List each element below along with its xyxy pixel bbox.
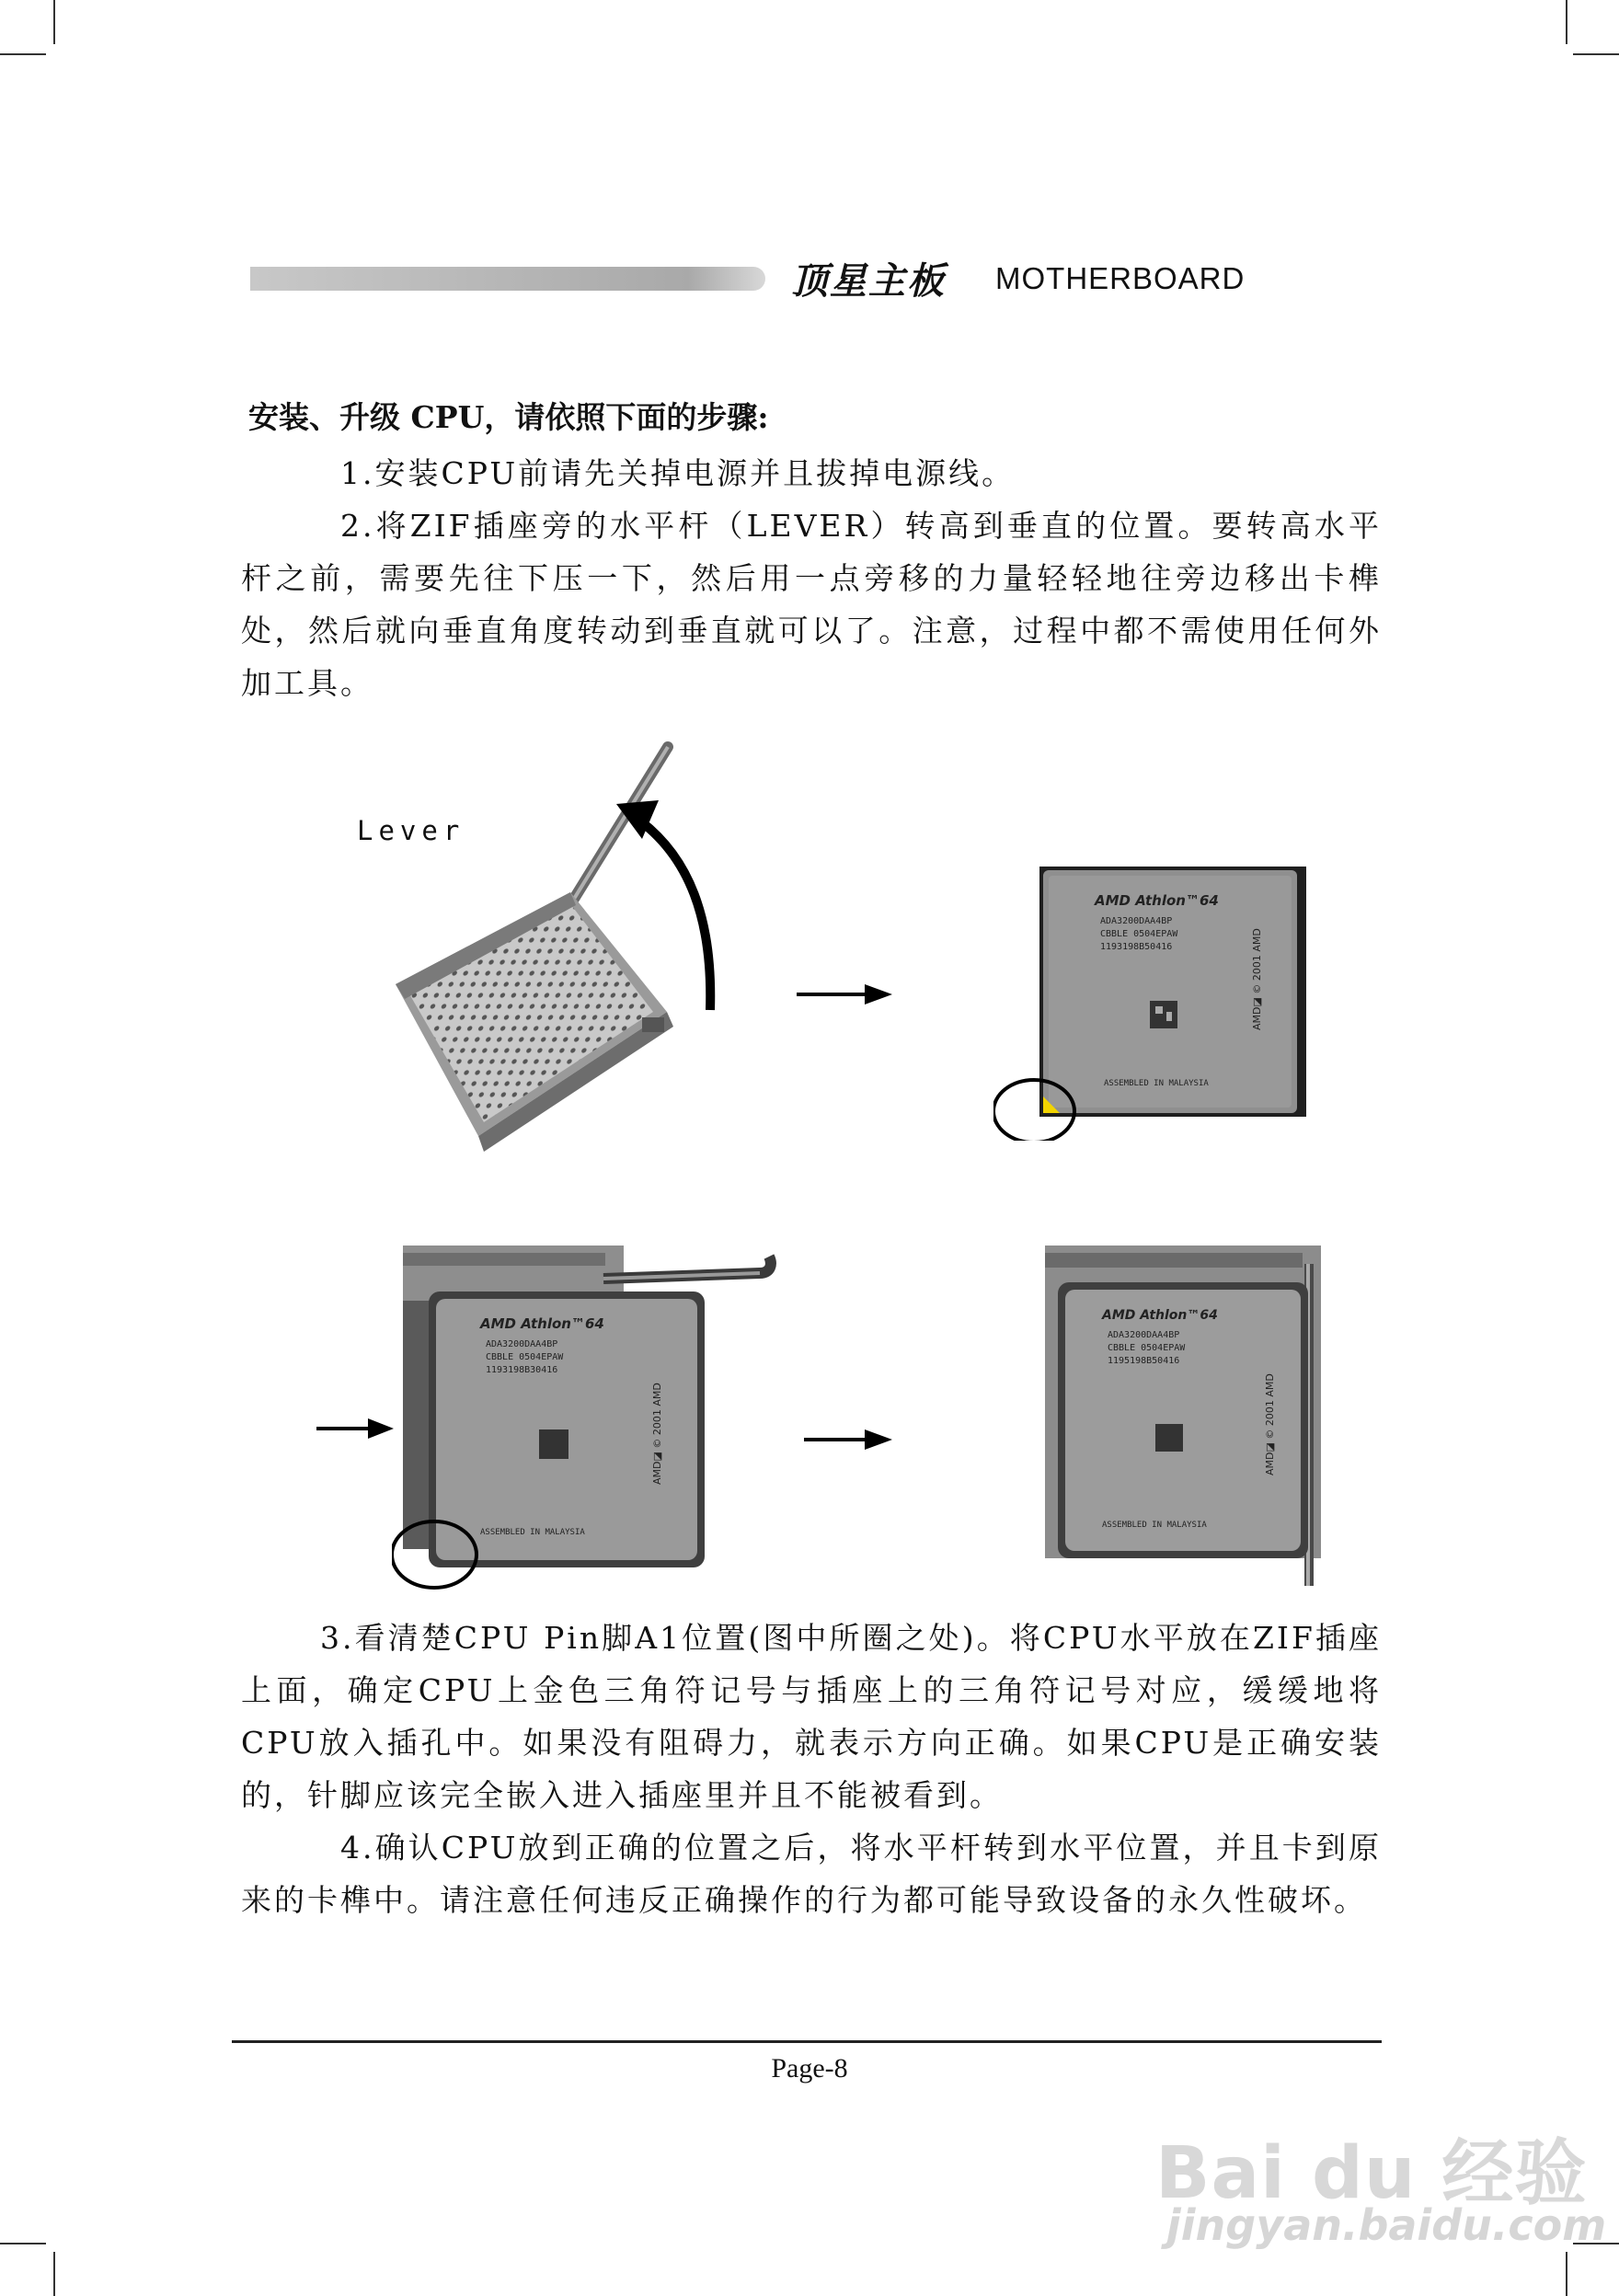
step-2-text: 2.将ZIF插座旁的水平杆（LEVER）转高到垂直的位置。要转高水平杆之前，需要先往下压一下，然后用一点旁移的力量轻轻地往旁边移出卡榫处，然后就向垂直角度转动到垂直就可以了。注意，过程中都不需使用任何外加工具。 (241, 508, 1382, 701)
lever-label: Lever (357, 815, 465, 846)
chip-model-text: ADA3200DAA4BP (1108, 1330, 1180, 1340)
cpu-in-socket-photo (392, 1246, 778, 1595)
step-1 (241, 447, 1382, 499)
chip-model-text: ADA3200DAA4BP (1100, 916, 1173, 926)
step-1-text: 1.安装CPU前请先关掉电源并且拔掉电源线。 (340, 455, 1016, 491)
page-number: Page-8 (771, 2053, 848, 2084)
crop-mark-bl-h (0, 2243, 46, 2244)
crop-mark-tr-v (1566, 0, 1567, 44)
step-4-text: 4.确认CPU放到正确的位置之后，将水平杆转到水平位置，并且卡到原来的卡榫中。请注意任何违反正确操作的行为都可能导致设备的永久性破坏。 (241, 1830, 1382, 1918)
watermark-logo: Bai du 经验 (1155, 2132, 1588, 2215)
chip-origin-text: ASSEMBLED IN MALAYSIA (1104, 1079, 1209, 1088)
brand-name-en: MOTHERBOARD (995, 261, 1246, 295)
step-2 (241, 499, 1382, 709)
header-bar (250, 267, 765, 291)
crop-mark-br-v (1566, 2252, 1567, 2296)
cpu-lever-lowered-photo (1045, 1246, 1339, 1595)
chip-serial-text: 1193198B50416 (1100, 942, 1173, 952)
step-3-text: 3.看清楚CPU Pin脚A1位置(图中所圈之处)。将CPU水平放在ZIF插座上面，确定CPU上金色三角符记号与插座上的三角符记号对应，缓缓地将CPU放入插孔中。如果没有阻碍力，就表示方向正确。如果CPU是正确安装的，针脚应该完全嵌入进入插座里并且不能被看到。 (241, 1620, 1382, 1813)
step-4 (241, 1821, 1382, 1926)
crop-mark-tr-h (1573, 53, 1619, 55)
watermark-url: jingyan.baidu.com (1166, 2200, 1607, 2250)
chip-batch-text: CBBLE 0504EPAW (1108, 1343, 1186, 1353)
arrow-right-icon (316, 1417, 394, 1441)
chip-side-text: AMD◪ © 2001 AMD (1251, 928, 1263, 1030)
chip-serial-text: 1195198B50416 (1108, 1356, 1180, 1366)
chip-brand-text: AMD Athlon™64 (480, 1315, 604, 1332)
chip-model-text: ADA3200DAA4BP (486, 1339, 558, 1349)
brand-name-cn: 顶星主板 (791, 260, 946, 303)
arrow-right-icon (804, 1428, 892, 1452)
crop-mark-bl-v (53, 2252, 55, 2296)
chip-batch-text: CBBLE 0504EPAW (1100, 929, 1178, 939)
chip-origin-text: ASSEMBLED IN MALAYSIA (1102, 1521, 1207, 1530)
crop-mark-tl-h (0, 53, 46, 55)
step-3 (241, 1612, 1382, 1821)
section-title: 安装、升级 CPU，请依照下面的步骤: (248, 399, 769, 435)
chip-origin-text: ASSEMBLED IN MALAYSIA (480, 1528, 585, 1537)
socket-lever-raised-photo (350, 736, 718, 1159)
chip-brand-text: AMD Athlon™64 (1095, 892, 1219, 909)
cpu-topview-photo (993, 865, 1306, 1141)
chip-side-text: AMD◪ © 2001 AMD (651, 1383, 663, 1485)
arrow-right-icon (797, 982, 892, 1006)
chip-brand-text: AMD Athlon™64 (1102, 1308, 1218, 1323)
footer-rule (232, 2040, 1382, 2043)
chip-serial-text: 1193198B30416 (486, 1365, 558, 1375)
chip-batch-text: CBBLE 0504EPAW (486, 1352, 564, 1362)
crop-mark-tl-v (53, 0, 55, 44)
chip-side-text: AMD◪ © 2001 AMD (1264, 1373, 1276, 1475)
